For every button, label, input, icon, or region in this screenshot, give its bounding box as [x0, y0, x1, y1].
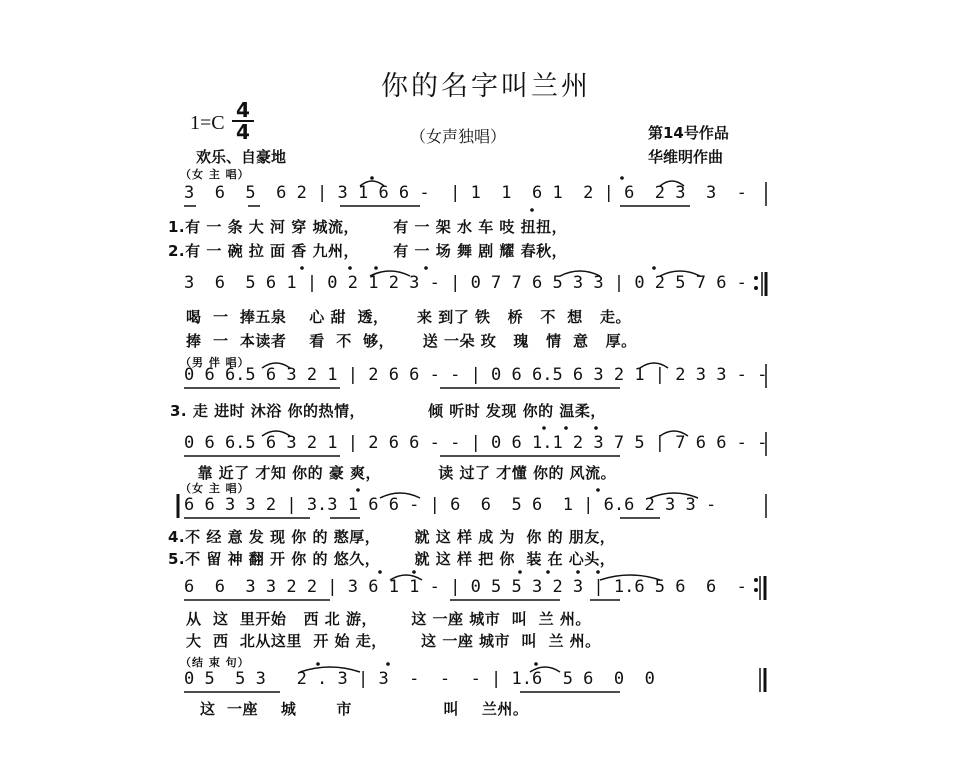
lyric-line: 5.不 留 神 翻 开 你 的 悠久， 就 这 样 把 你 装 在 心头， — [168, 550, 616, 568]
key-signature: 1=C — [190, 112, 225, 134]
lyric-line: 靠 近了 才知 你的 豪 爽， 读 过了 才懂 你的 风流。 — [186, 464, 617, 482]
lyric-line: 2.有 一 碗 拉 面 香 九州， 有 一 场 舞 剧 耀 春秋， — [168, 242, 568, 260]
voice-tag-female-2: （女 主 唱） — [180, 482, 250, 495]
time-signature-bottom: 4 — [232, 120, 254, 142]
lyric-line: 喝 一 捧五泉 心 甜 透， 来 到了 铁 桥 不 想 走。 — [186, 308, 631, 326]
lyric-line: 1.有 一 条 大 河 穿 城流， 有 一 架 水 车 吱 扭扭， — [168, 218, 568, 236]
notation-line-1: 3 6 5 6 2 | 3 1 6 6 - | 1 1 6 1 2 | 6 2 3 3 - — [184, 183, 747, 203]
composer-credit: 华维明作曲 — [648, 148, 724, 166]
time-signature-top: 4 — [236, 98, 250, 122]
voice-tag-male: （男 伴 唱） — [180, 356, 250, 369]
voice-tag-ending: （结 束 句） — [180, 656, 250, 669]
lyric-line: 这 一座 城 市 叫 兰州。 — [200, 700, 529, 718]
song-title: 你的名字叫兰州 — [381, 71, 591, 102]
tempo-marking: 欢乐、自豪地 — [196, 148, 287, 166]
subtitle: （女声独唱） — [410, 127, 507, 146]
voice-tag-female: （女 主 唱） — [180, 168, 250, 181]
lyric-line: 大 西 北从这里 开 始 走， 这 一座 城市 叫 兰 州。 — [186, 632, 601, 650]
lyric-line: 4.不 经 意 发 现 你 的 憨厚， 就 这 样 成 为 你 的 朋友， — [168, 528, 616, 546]
lyric-line: 从 这 里开始 西 北 游， 这 一座 城市 叫 兰 州。 — [186, 610, 591, 628]
notation-line-3: 0 6 6.5 6 3 2 1 | 2 6 6 - - | 0 6 6.5 6 3 2 1 | 2 3 3 - - — [184, 365, 768, 385]
notation-line-4: 0 6 6.5 6 3 2 1 | 2 6 6 - - | 0 6 1.1 2 3 7 5 | 7 6 6 - - — [184, 433, 768, 453]
lyric-line: 3. 走 进时 沐浴 你的热情， 倾 听时 发现 你的 温柔， — [170, 402, 606, 420]
work-number: 第14号作品 — [648, 124, 729, 142]
lyric-line: 捧 一 本读者 看 不 够， 送 一朵 玫 瑰 情 意 厚。 — [186, 332, 637, 350]
notation-line-5: 6 6 3 3 2 | 3.3 1 6 6 - | 6 6 5 6 1 | 6.6 2 3 3 - — [184, 495, 717, 515]
notation-line-7: 0 5 5 3 2 . 3 | 3 - - - | 1.6 5 6 0 0 — [184, 669, 655, 689]
notation-line-6: 6 6 3 3 2 2 | 3 6 1 1 - | 0 5 5 3 2 3 | 1.6 5 6 6 - — [184, 577, 747, 597]
notation-line-2: 3 6 5 6 1 | 0 2 1 2 3 - | 0 7 7 6 5 3 3 | 0 2 5 7 6 - — [184, 273, 747, 293]
